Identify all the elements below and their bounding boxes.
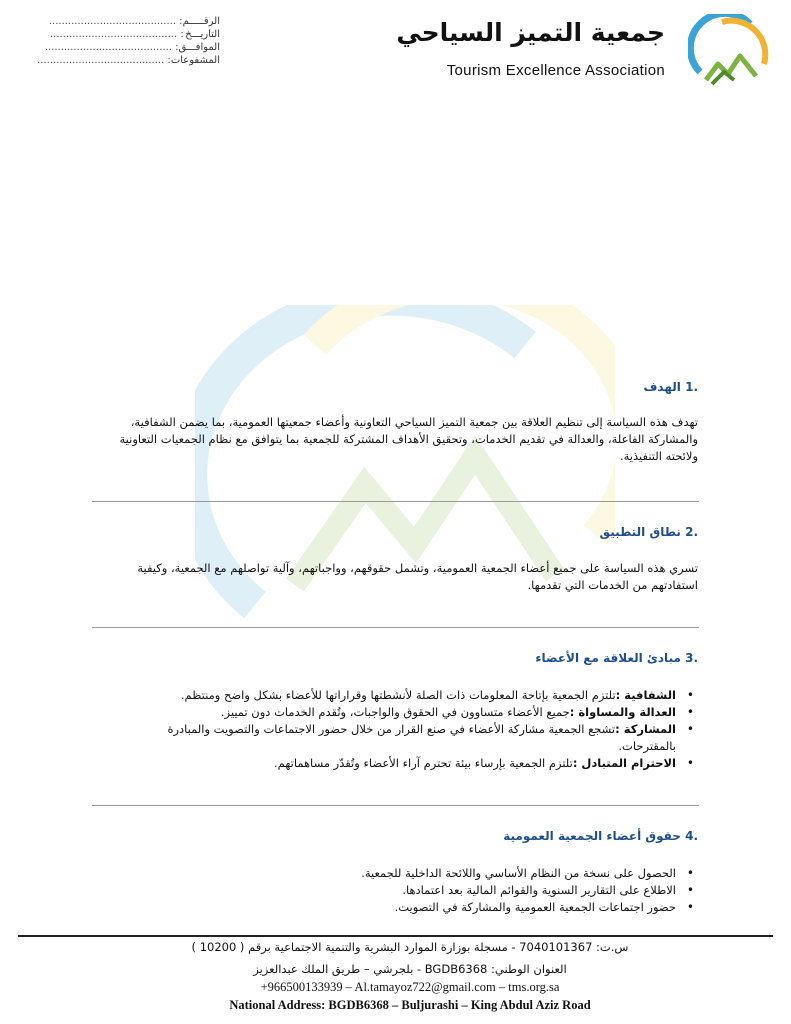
section-title: .3 مبادئ العلاقة مع الأعضاء	[535, 651, 698, 665]
section-rights-list	[118, 865, 698, 916]
footer-address-en: National Address: BGDB6368 – Buljurashi – King Abdul Aziz Road	[229, 998, 591, 1012]
section-paragraph: تسري هذه السياسة على جميع أعضاء الجمعية العمومية، وتشمل حقوقهم، وواجباتهم، وآلية تواصلهم مع الجمعية، وكيفية استفادتهم من الخدمات التي تقدمها.	[137, 561, 698, 592]
section-objective-body	[118, 414, 698, 465]
list-item: • الحصول على نسخة من النظام الأساسي واللائحة الداخلية للجمعية.	[118, 865, 676, 882]
list-item: • الشفافية :تلتزم الجمعية بإتاحة المعلومات ذات الصلة لأنشطتها وقراراتها للأعضاء بشكل واضح ومنتظم.	[118, 687, 676, 704]
org-name-arabic: جمعية التميز السياحي	[396, 18, 665, 47]
association-logo	[688, 14, 770, 96]
section-title: .4 حقوق أعضاء الجمعية العمومية	[503, 829, 698, 843]
list-item: • العدالة والمساواة :جميع الأعضاء متساوون في الحقوق والواجبات، وتُقدم الخدمات دون تمييز.	[118, 704, 676, 721]
principles-list	[118, 687, 698, 772]
section-principles	[118, 651, 698, 665]
divider	[92, 627, 699, 628]
section-objective	[118, 380, 698, 394]
divider	[92, 805, 699, 806]
section-title: .1 الهدف	[643, 380, 698, 394]
footer-divider	[18, 935, 773, 937]
section-paragraph: تهدف هذه السياسة إلى تنظيم العلاقة بين جمعية التميز السياحي التعاونية وأعضاء جمعيتها العمومية، بما يضمن الشفافية، والمشاركة الفاعلة، والعدالة في تقديم الخدمات، وتحقيق الأهداف المشتركة للجمعية بما يتوافق مع نظام الجمعيات التعاونية ولائحته التنفيذية.	[119, 415, 698, 463]
ref-corresponding: الموافـــق : ........................................	[44, 42, 220, 53]
list-item: • حضور اجتماعات الجمعية العمومية والمشاركة في التصويت.	[118, 899, 676, 916]
ref-attachments: المشفوعات : ........................................	[37, 55, 220, 66]
section-rights	[118, 829, 698, 843]
section-scope	[118, 525, 698, 539]
divider	[92, 501, 699, 502]
section-scope-body	[118, 560, 698, 594]
list-item: • المشاركة :تشجع الجمعية مشاركة الأعضاء في صنع القرار من خلال حضور الاجتماعات والتصويت والمبادرة بالمقترحات.	[118, 721, 676, 755]
list-item: • الاحترام المتبادل :تلتزم الجمعية بإرساء بيئة تحترم آراء الأعضاء وتُقدّر مساهماتهم.	[118, 755, 676, 772]
reference-fields	[37, 15, 220, 67]
footer-registration: س.ت: 7040101367 - مسجلة بوزارة الموارد البشرية والتنمية الاجتماعية برقم ( 10200 )	[191, 940, 629, 954]
rights-list	[118, 865, 698, 916]
footer-address-ar: العنوان الوطني: BGDB6368 - بلجرشي – طريق الملك عبدالعزيز	[253, 962, 567, 976]
list-item: • الاطلاع على التقارير السنوية والقوائم المالية بعد اعتمادها.	[118, 882, 676, 899]
ref-number: الرقـــــم : ........................................	[48, 16, 220, 27]
ref-date: التاريـــخ : ........................................	[50, 29, 220, 40]
org-name-english: Tourism Excellence Association	[446, 62, 665, 79]
section-title: .2 نطاق التطبيق	[599, 525, 698, 539]
section-principles-list	[118, 687, 698, 772]
footer-contact: +966500133939 – Al.tamayoz722@gmail.com – tms.org.sa	[260, 980, 560, 994]
